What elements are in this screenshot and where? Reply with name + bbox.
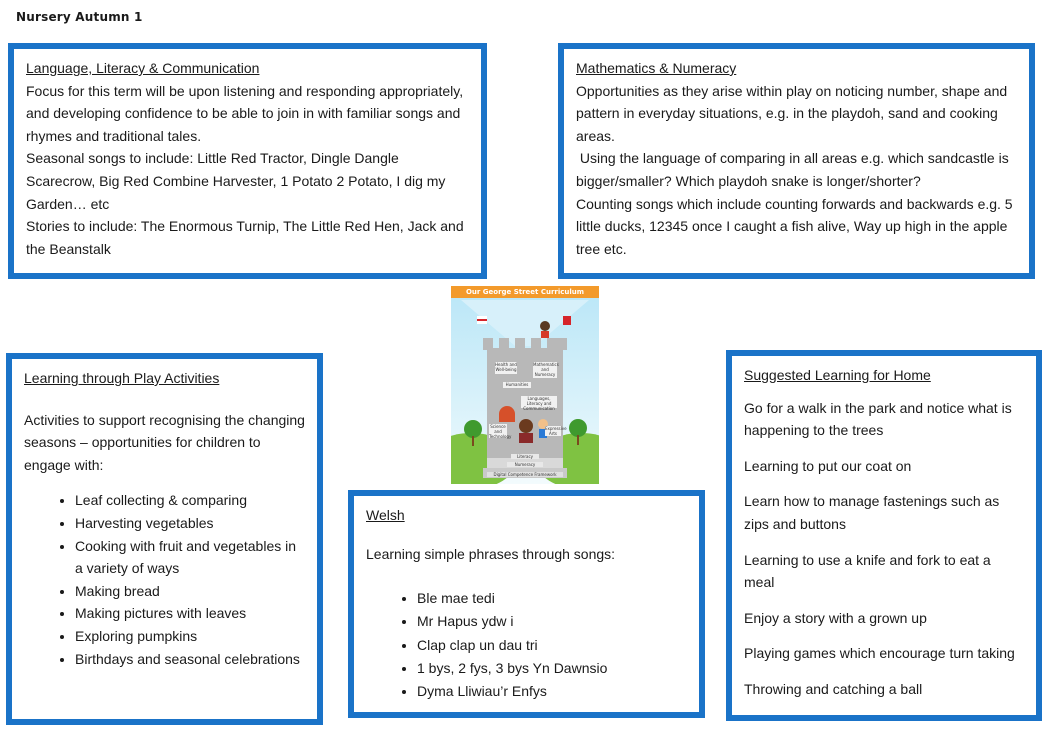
page-title: Nursery Autumn 1 (16, 10, 143, 24)
poster-label-humanities: Humanities (503, 382, 531, 388)
poster-label-maths: Mathematics and Numeracy (533, 362, 559, 377)
poster-label-expressive: Expressive Arts (545, 426, 567, 436)
learning-through-play-box (6, 353, 323, 725)
list-item: • Birthdays and seasonal celebrations (75, 648, 305, 671)
list-item: Learn how to manage fastenings such as zips and buttons (744, 493, 1000, 532)
welsh-intro: Learning simple phrases through songs: (366, 545, 616, 562)
language-paragraph: Stories to include: The Enormous Turnip, The Little Red Hen, Jack and the Beanstalk (26, 218, 464, 257)
list-item: Throwing and catching a ball (744, 680, 923, 697)
poster-label-numeracy: Numeracy (507, 462, 543, 467)
maths-box-title: Mathematics & Numeracy (576, 60, 737, 76)
welsh-box (348, 490, 705, 718)
list-item: Playing games which encourage turn taking (744, 645, 1015, 662)
language-literacy-box (8, 43, 487, 279)
play-intro: Activities to support recognising the changing seasons – opportunities for children to engage with: (24, 411, 305, 473)
list-item: • Harvesting vegetables (75, 512, 305, 535)
list-item: Learning to use a knife and fork to eat a meal (744, 551, 991, 591)
list-item: • Leaf collecting & comparing (75, 489, 305, 512)
list-item: Go for a walk in the park and notice what is happening to the trees (744, 399, 1012, 439)
maths-paragraph: Opportunities as they arise within play on noticing number, shape and pattern in everyday situations, e.g. in the playdoh, sand and cooking areas. (576, 82, 1008, 144)
list-item: Enjoy a story with a grown up (744, 609, 927, 626)
language-paragraph: Focus for this term will be upon listening and responding appropriately, and developing confidence to be able to join in with familiar songs and rhymes and traditional tales. (26, 82, 464, 144)
list-item: • Exploring pumpkins (75, 625, 305, 648)
home-box-title: Suggested Learning for Home (744, 367, 931, 383)
poster-label-health: Health and Well-being (495, 362, 517, 372)
poster-label-language: Languages, Literacy and Communication (521, 396, 557, 408)
list-item: • Making pictures with leaves (75, 602, 305, 625)
list-item: • Ble mae tedi (417, 587, 687, 610)
list-item: • Dyma Lliwiau’r Enfys (417, 680, 687, 703)
learning-for-home-box (726, 350, 1042, 721)
poster-label-science: Science and Technology (489, 424, 512, 439)
mathematics-numeracy-box (558, 43, 1035, 279)
poster-title: Our George Street Curriculum (465, 288, 585, 296)
welsh-box-title: Welsh (366, 507, 405, 523)
play-activity-list (24, 489, 305, 670)
language-box-title: Language, Literacy & Communication (26, 60, 260, 76)
list-item: • 1 bys, 2 fys, 3 bys Yn Dawnsio (417, 657, 687, 680)
list-item: • Mr Hapus ydw i (417, 610, 687, 633)
list-item: • Clap clap un dau tri (417, 634, 687, 657)
language-paragraph: Seasonal songs to include: Little Red Tractor, Dingle Dangle Scarecrow, Big Red Combine Harvester, 1 Potato 2 Potato, I dig my Garden… etc (26, 150, 446, 212)
welsh-phrase-list (366, 587, 687, 703)
list-item: • Cooking with fruit and vegetables in a variety of ways (75, 535, 305, 580)
poster-label-digital: Digital Competence Framework (487, 472, 563, 477)
play-box-title: Learning through Play Activities (24, 370, 220, 386)
list-item: • Making bread (75, 580, 305, 603)
maths-paragraph: Counting songs which include counting forwards and backwards e.g. 5 little ducks, 12345 once I caught a fish alive, Way up high in the apple tree etc. (576, 195, 1013, 257)
poster-label-literacy: Literacy (511, 454, 539, 459)
maths-paragraph: Using the language of comparing in all areas e.g. which sandcastle is bigger/smaller? Which playdoh snake is longer/shorter? (576, 150, 1013, 189)
curriculum-poster (451, 286, 599, 484)
list-item: Learning to put our coat on (744, 457, 912, 474)
